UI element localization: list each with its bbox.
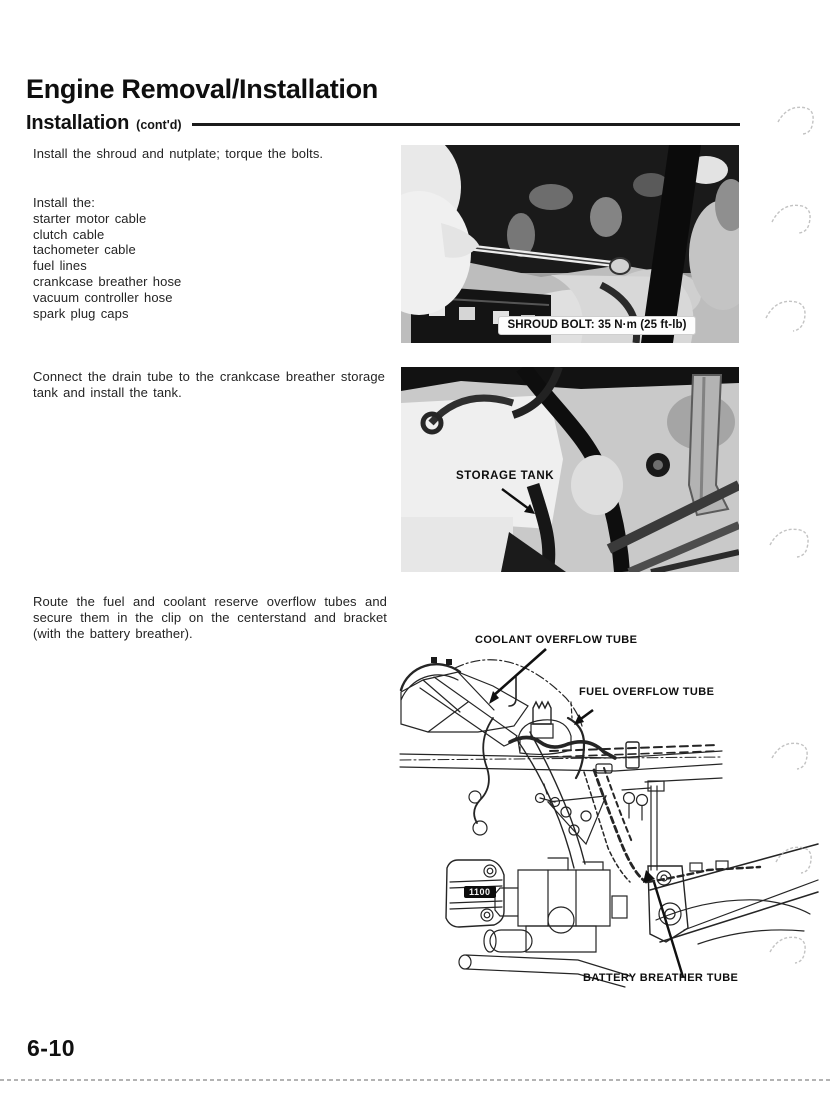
install-list	[33, 195, 385, 321]
paragraph-route-tubes: Route the fuel and coolant reserve overflow tubes and secure them in the clip on the centerstand and bracket (with the battery breather).	[33, 594, 387, 641]
diagram-tube-routing	[398, 630, 822, 1015]
install-list-item: fuel lines	[33, 258, 87, 274]
diagram-arrows	[489, 649, 683, 977]
install-list-item: clutch cable	[33, 226, 105, 242]
paragraph-shroud: Install the shroud and nutplate; torque the bolts.	[33, 146, 324, 161]
install-list-item: crankcase breather hose	[33, 273, 182, 289]
section-title: Installation	[26, 111, 130, 134]
page-number: 6-10	[27, 1035, 76, 1061]
engine-cover-badge: 1100	[464, 886, 496, 898]
photo-shroud-bolt	[401, 145, 739, 343]
install-list-item: vacuum controller hose	[33, 289, 173, 305]
install-list-item: starter motor cable	[33, 210, 147, 226]
photo-storage-tank	[401, 367, 739, 572]
photo-caption-shroud-bolt: SHROUD BOLT: 35 N·m (25 ft-lb)	[498, 316, 696, 335]
bottom-rule	[0, 1079, 832, 1081]
paragraph-drain-tube: Connect the drain tube to the crankcase breather storage tank and install the tank.	[33, 369, 385, 400]
section-header	[26, 110, 740, 136]
install-list-item: tachometer cable	[33, 242, 136, 258]
install-list-heading: Install the:	[33, 195, 95, 210]
diagram-label-battery-breather-tube: BATTERY BREATHER TUBE	[583, 972, 739, 984]
page-title: Engine Removal/Installation	[26, 74, 378, 104]
diagram-label-fuel-overflow-tube: FUEL OVERFLOW TUBE	[579, 686, 715, 698]
photo-shroud-bolt-art	[401, 145, 739, 343]
photo-label-storage-tank: STORAGE TANK	[456, 470, 555, 482]
diagram-label-coolant-overflow-tube: COOLANT OVERFLOW TUBE	[475, 634, 638, 646]
install-list-item: spark plug caps	[33, 305, 129, 321]
section-contd: (cont'd)	[136, 118, 182, 132]
photo-storage-tank-art	[401, 367, 739, 572]
section-rule	[192, 123, 741, 126]
